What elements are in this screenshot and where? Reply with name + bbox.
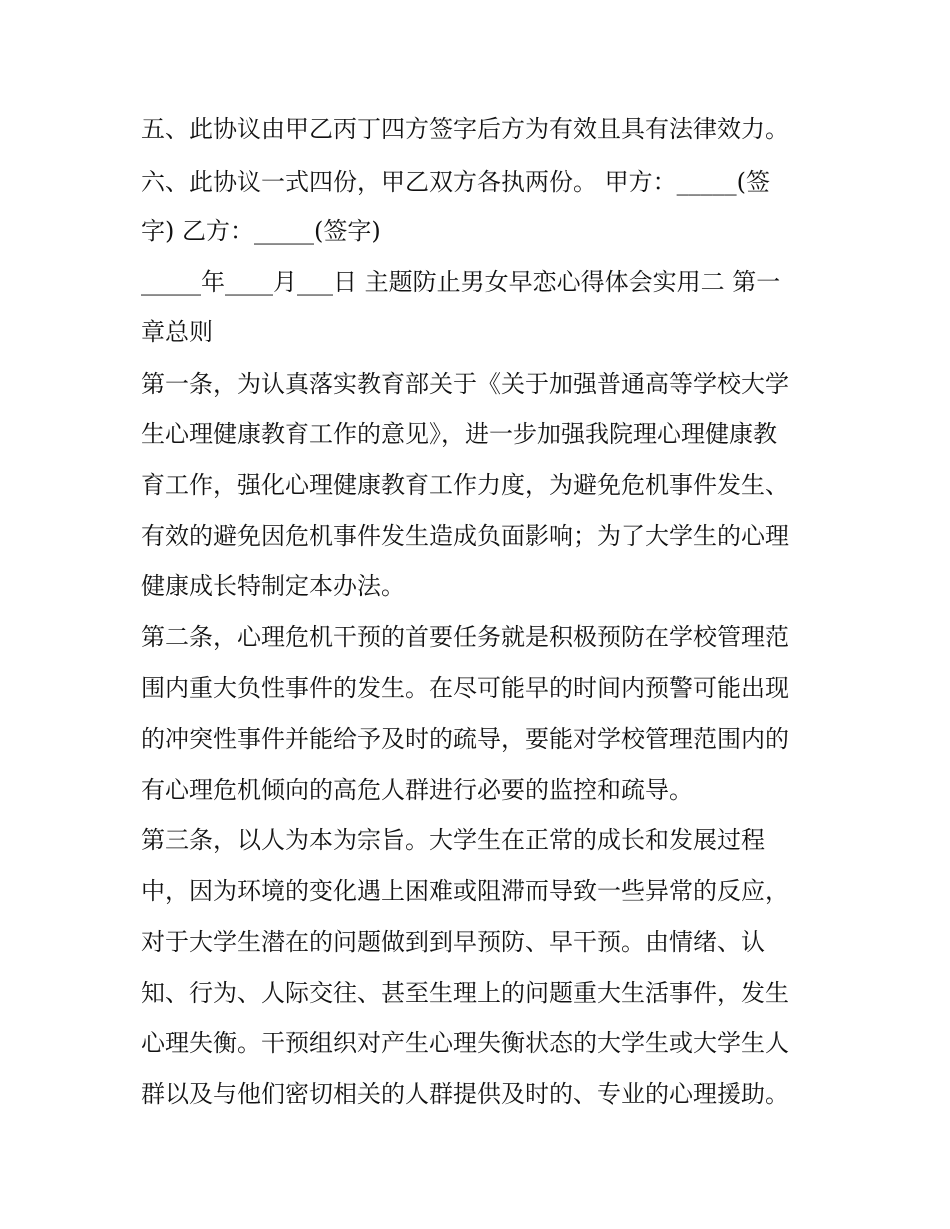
text-line: 有心理危机倾向的高危人群进行必要的监控和疏导。 [141,776,693,804]
text-line: 围内重大负性事件的发生。在尽可能早的时间内预警可能出现 [141,674,789,702]
text-line: 生心理健康教育工作的意见》，进一步加强我院理心理健康教 [141,420,777,448]
text-line: 群以及与他们密切相关的人群提供及时的、专业的心理援助。 [141,1080,789,1108]
text-line: 有效的避免因危机事件发生造成负面影响；为了大学生的心理 [141,522,789,550]
text-line: 知、行为、人际交往、甚至生理上的问题重大生活事件，发生 [141,979,789,1007]
text-line: 育工作，强化心理健康教育工作力度，为避免危机事件发生、 [141,471,789,499]
text-line: 六、此协议一式四份，甲乙双方各执两份。 甲方：_____(签 [141,168,770,196]
text-line: 字) 乙方：_____(签字) [141,217,381,245]
text-line: 章总则 [141,318,213,346]
text-line: _____年____月___日 主题防止男女早恋心得体会实用二 第一 [141,268,781,296]
text-line: 第三条，以人为本为宗旨。大学生在正常的成长和发展过程 [141,826,765,854]
text-line: 健康成长特制定本办法。 [141,572,405,600]
text-line: 中，因为环境的变化遇上困难或阻滞而导致一些异常的反应， [141,877,789,905]
text-line: 第二条，心理危机干预的首要任务就是积极预防在学校管理范 [141,623,789,651]
text-line: 对于大学生潜在的问题做到到早预防、早干预。由情绪、认 [141,928,765,956]
text-line: 五、此协议由甲乙丙丁四方签字后方为有效且具有法律效力。 [141,115,789,143]
text-line: 心理失衡。干预组织对产生心理失衡状态的大学生或大学生人 [141,1029,789,1057]
text-line: 第一条，为认真落实教育部关于《关于加强普通高等学校大学 [141,370,789,398]
text-line: 的冲突性事件并能给予及时的疏导，要能对学校管理范围内的 [141,725,789,753]
